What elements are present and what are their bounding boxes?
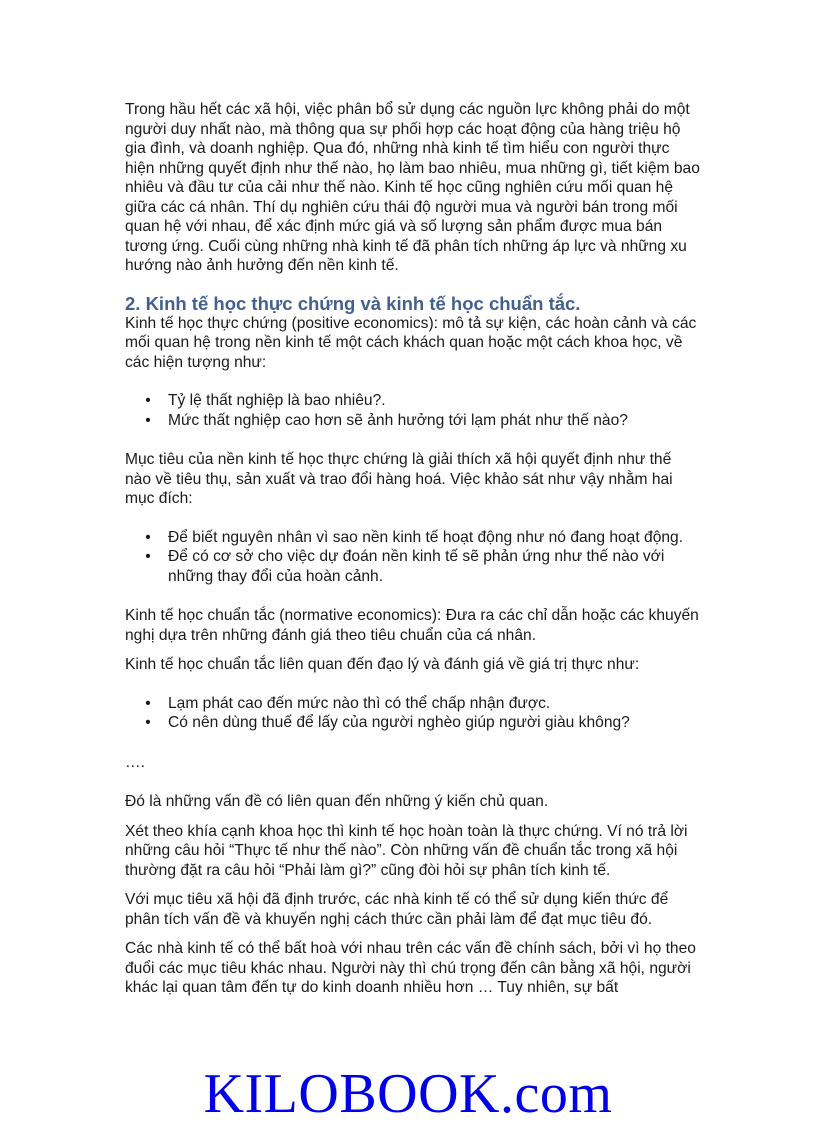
normative-definition-paragraph: Kinh tế học chuẩn tắc (normative economics): Đưa ra các chỉ dẫn hoặc các khuyến nghị dựa trên những đánh giá theo tiêu chuẩn của cá nhân. — [125, 607, 699, 644]
intro-paragraph: Trong hầu hết các xã hội, việc phân bổ sử dụng các nguồn lực không phải do một người duy nhất nào, mà thông qua sự phối hợp các hoạt động của hàng triệu hộ gia đình, và doanh nghiệp. Qua đó, những nhà kinh tế tìm hiểu con người thực hiện những quyết định như thế nào, họ làm bao nhiêu, mua những gì, tiết kiệm bao nhiêu và đầu tư của cải như thế nào. Kinh tế học cũng nghiên cứu mối quan hệ giữa các cá nhân. Thí dụ nghiên cứu thái độ người mua và người bán trong mối quan hệ với nhau, để xác định mức giá và số lượng sản phẩm được mua bán tương ứng. Cuối cùng những nhà kinh tế đã phân tích những áp lực và những xu hướng nào ảnh hưởng đến nền kinh tế. — [125, 101, 700, 274]
bullet-icon: • — [145, 392, 151, 409]
science-view-paragraph: Xét theo khía cạnh khoa học thì kinh tế học hoàn toàn là thực chứng. Ví nó trả lời những câu hỏi “Thực tế như thế nào”. Còn những vấn đề chuẩn tắc trong xã hội thường đặt ra câu hỏi “Phải làm gì?” cũng đòi hỏi sự phân tích kinh tế. — [125, 822, 688, 879]
list-item-text: Tỷ lệ thất nghiệp là bao nhiêu?. — [168, 392, 386, 409]
bullet-icon: • — [145, 548, 151, 565]
list-item-text: Mức thất nghiệp cao hơn sẽ ảnh hưởng tới lạm phát như thế nào? — [168, 411, 628, 429]
list-item-text: Để biết nguyên nhân vì sao nền kinh tế hoạt động như nó đang hoạt động. — [168, 528, 684, 546]
subjective-paragraph: Đó là những vấn đề có liên quan đến những ý kiến chủ quan. — [125, 793, 549, 810]
list-item — [125, 547, 700, 586]
list-item — [125, 694, 700, 714]
goal-purposes-list — [125, 528, 700, 587]
positive-definition-paragraph: Kinh tế học thực chứng (positive economics): mô tả sự kiện, các hoàn cảnh và các mối quan hệ trong nền kinh tế một cách khách quan hoặc một cách khoa học, về các hiện tượng như: — [125, 314, 697, 371]
kilobook-watermark: KILOBOOK.com — [203, 1063, 613, 1125]
social-goal-paragraph: Với mục tiêu xã hội đã định trước, các nhà kinh tế có thể sử dụng kiến thức để phân tích vấn đề và khuyến nghị cách thức cần phải làm để đạt mục tiêu đó. — [125, 891, 669, 928]
document-body — [125, 100, 700, 998]
section-heading: 2. Kinh tế học thực chứng và kinh tế học chuẩn tắc. — [125, 292, 581, 314]
bullet-icon: • — [145, 411, 151, 429]
list-item — [125, 528, 700, 548]
list-item-text: Lạm phát cao đến mức nào thì có thể chấp nhận được. — [168, 694, 551, 712]
ellipsis-text: …. — [125, 753, 145, 771]
disagreement-paragraph: Các nhà kinh tế có thể bất hoà với nhau trên các vấn đề chính sách, bởi vì họ theo đuổi các mục tiêu khác nhau. Người này thì chú trọng đến cân bằng xã hội, người khác lại quan tâm đến tự do kinh doanh nhiều hơn … Tuy nhiên, sự bất — [125, 940, 696, 996]
bullet-icon: • — [145, 694, 151, 712]
list-item — [125, 411, 700, 431]
bullet-icon: • — [145, 714, 151, 731]
list-item-text: Để có cơ sở cho việc dự đoán nền kinh tế sẽ phản ứng như thế nào với những thay đổi của hoàn cảnh. — [168, 548, 665, 585]
list-item-text: Có nên dùng thuế để lấy của người nghèo giúp người giàu không? — [168, 714, 630, 731]
bullet-icon: • — [145, 528, 151, 546]
positive-goal-paragraph: Mục tiêu của nền kinh tế học thực chứng là giải thích xã hội quyết định như thế nào về tiêu thụ, sản xuất và trao đổi hàng hoá. Việc khảo sát như vậy nhằm hai mục đích: — [125, 451, 673, 507]
normative-ethics-paragraph: Kinh tế học chuẩn tắc liên quan đến đạo lý và đánh giá về giá trị thực như: — [125, 656, 640, 673]
normative-examples-list — [125, 694, 700, 733]
list-item — [125, 713, 700, 733]
list-item — [125, 391, 700, 411]
positive-examples-list — [125, 391, 700, 430]
